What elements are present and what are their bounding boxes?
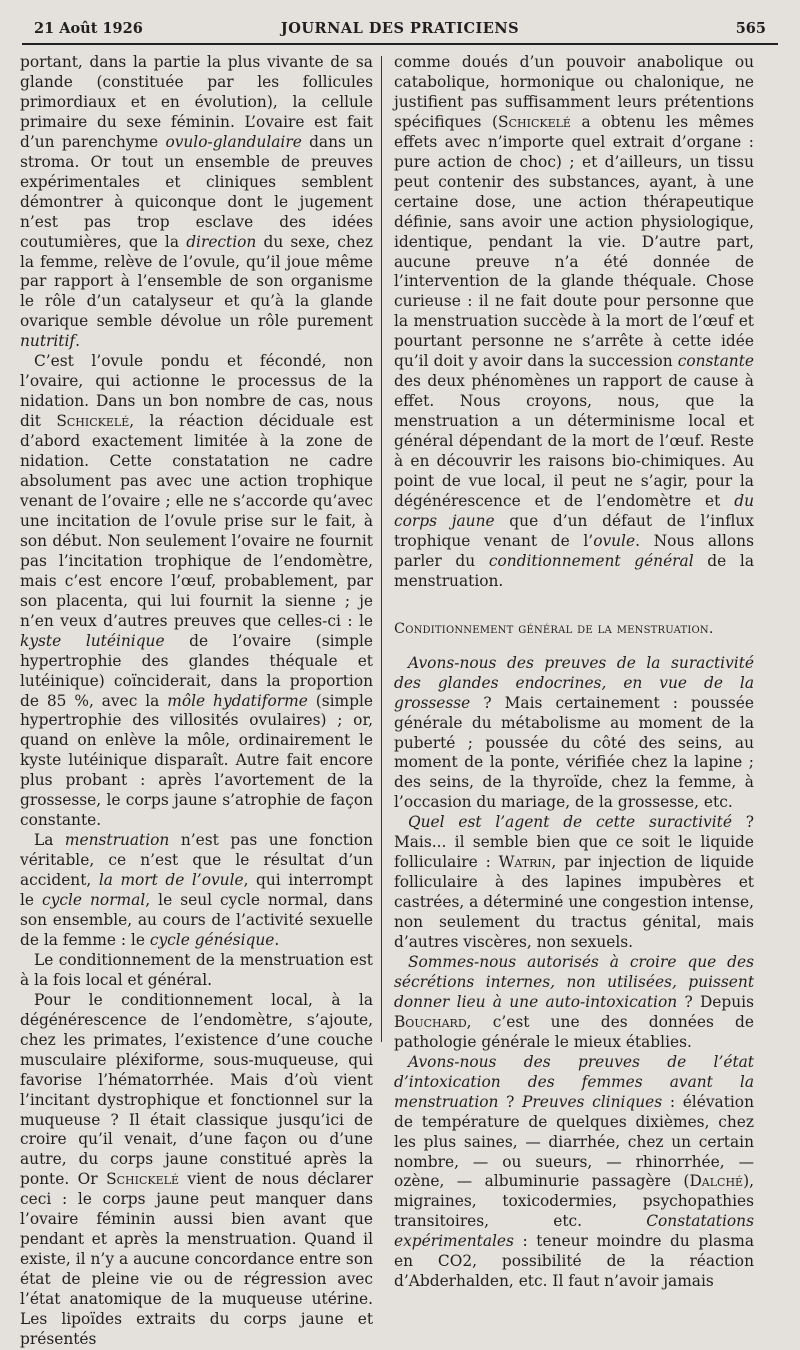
text-run: .: [274, 930, 280, 949]
text-run: : teneur moindre du plasma en CO2, possibilité de la réaction d’Abderhalden, etc. Il faut n’avoir jamais: [394, 1232, 754, 1291]
text-run: du sexe, chez la femme, relève de l’ovule, qu’il joue même par rapport à l’ensemble de son organisme le rôle d’un catalyseur et qu’à la glande ovarique semble dévolue un rôle purement: [20, 232, 373, 331]
text-run: ), migraines, toxicodermies, psychopathies transitoires, etc.: [394, 1172, 754, 1231]
italic-run: Avons-nous des preuves de la suractivité des glandes endocrines, en vue de la grossesse: [394, 653, 754, 712]
text-run: n’est pas une fonction véritable, ce n’est que le résultat d’un accident,: [20, 831, 373, 890]
text-run: a obtenu les mêmes effets avec n’importe quel extrait d’organe : pure action de choc) ; et d’ailleurs, un tissu peut contenir des substances, ayant, à une certaine dose, une action thérapeutique définie, sans avoir une action physiologique, identique, pendant la vie. D’autre part, aucune preuve n’a été donnée de l’intervention de la glande théquale. Chose curieuse : il ne fait doute pour personne que la menstruation succède à la mort de l’œuf et pourtant personne ne s’arrête à cette idée qu’il doit y avoir dans la succession: [394, 112, 754, 371]
text-run: , par injection de liquide folliculaire à des lapines impubères et castrées, a déterminé une congestion intense, non seulement du tractus génital, mais d’autres viscères, non sexuels.: [394, 853, 755, 952]
paragraph: [20, 352, 373, 831]
author-name: Watrin: [498, 853, 552, 872]
italic-run: ovulo-glandulaire: [165, 132, 302, 151]
right-column-paragraphs: [394, 53, 754, 592]
right-column: [394, 53, 755, 1291]
author-name: Schickelé: [56, 412, 130, 431]
text-run: La: [34, 831, 65, 850]
header-date: 21 Août 1926: [34, 20, 143, 37]
text-run: Pour le conditionnement local, à la dégénérescence de l’endomètre, s’ajoute, chez les primates, l’existence d’une couche musculaire pléxiforme, sous-muqueuse, qui favorise l’hématorrhée. Mais d’où vient l’incitant dystrophique et fonctionnel sur la muqueuse ? Il était classique jusqu’ici de croire qu’il venait, d’une façon ou d’une autre, du corps jaune constitué après la ponte. Or: [20, 990, 373, 1189]
text-run: C’est l’ovule pondu et fécondé, non l’ovaire, qui actionne le processus de la nidation. Dans un bon nombre de cas, nous dit: [20, 352, 373, 431]
text-run: des deux phénomènes un rapport de cause à effet. Nous croyons, nous, que la menstruation a un déterminisme local et général dépendant de la mort de l’œuf. Reste à en découvrir les raisons bio-chimiques. Au point de vue local, il peut ne s’agir, pour la dégénérescence et de l’endomètre et: [394, 372, 754, 510]
text-run: : élévation de température de quelques dixièmes, chez les plus saines, — diarrhée, chez un certain nombre, — ou sueurs, — rhinorrhée, — ozène, — albuminurie passagère (: [394, 1092, 754, 1191]
text-run: comme doués d’un pouvoir anabolique ou catabolique, hormonique ou chalonique, ne justifient pas suffisamment leurs prétentions spécifiques (: [394, 53, 754, 131]
italic-run: cycle normal: [42, 891, 146, 910]
text-run: (simple hypertrophie des villosités ovulaires) ; or, quand on enlève la môle, ordinairement le kyste lutéinique disparaît. Autre fait encore plus probant : après l’avortement de la grossesse, le corps jaune s’atrophie de façon constante.: [20, 691, 374, 830]
italic-run: cycle génésique: [149, 930, 275, 949]
text-run: , la réaction déciduale est d’abord exactement limitée à la zone de nidation. Cette constatation ne cadre absolument pas avec une action trophique venant de l’ovaire ; elle ne s’accorde qu’avec une incitation de l’ovule prise sur le fait, à son début. Non seulement l’ovaire ne fournit pas l’incitation trophique de l’endomètre, mais c’est encore l’œuf, probablement, par son placenta, qui lui fournit la sienne ; je n’en veux d’autres preuves que celles-ci : le: [20, 412, 373, 630]
paragraph: [394, 53, 754, 592]
italic-run: kyste lutéinique: [20, 631, 165, 650]
column-divider: [381, 56, 382, 1042]
text-run: dans un stroma. Or tout un ensemble de preuves expérimentales et cliniques semblent démontrer à quiconque dont le jugement n’est pas trop esclave des idées coutumières, que la: [20, 132, 373, 251]
italic-run: conditionnement général: [488, 551, 694, 570]
italic-run: Avons-nous des preuves de l’état d’intoxication des femmes avant la menstruation: [394, 1052, 754, 1111]
italic-run: la mort de l’ovule: [98, 871, 244, 890]
text-run: .: [75, 332, 80, 351]
author-name: Bouchard: [394, 1012, 467, 1031]
text-run: ? Depuis: [677, 992, 754, 1011]
text-run: , qui interrompt le: [20, 871, 373, 910]
paragraph: [20, 991, 373, 1350]
italic-run: Constatations expérimentales: [394, 1212, 754, 1251]
right-column-paragraphs-after: [394, 654, 754, 1293]
running-header: [22, 18, 778, 40]
page-number: 565: [735, 20, 766, 37]
text-run: de la menstruation.: [394, 551, 755, 590]
italic-run: constante: [677, 352, 754, 371]
text-run: que d’un défaut de l’influx trophique venant de l’: [394, 511, 754, 550]
section-heading: Conditionnement général de la menstruation.: [394, 620, 714, 637]
text-run: , le seul cycle normal, dans son ensemble, au cours de l’activité sexuelle de la femme : le: [20, 891, 373, 949]
italic-run: du corps jaune: [394, 491, 754, 530]
paragraph: [394, 654, 754, 814]
paragraph: [394, 953, 754, 1053]
italic-run: Quel est l’agent de cette suractivité: [408, 813, 732, 832]
paragraph: [20, 951, 373, 991]
left-column-paragraphs: [20, 53, 373, 1350]
text-run: de l’ovaire (simple hypertrophie des glandes théquale et lutéinique) coïnciderait, dans la proportion de 85 %, avec la: [20, 631, 373, 710]
header-rule: [22, 43, 778, 45]
text-run: , c’est une des données de pathologie générale le mieux établies.: [394, 1012, 754, 1051]
italic-run: Preuves cliniques: [522, 1092, 663, 1111]
italic-run: menstruation: [64, 831, 170, 850]
italic-run: direction: [186, 232, 257, 251]
text-run: . Nous allons parler du: [394, 531, 754, 570]
author-name: Dalché: [689, 1172, 744, 1191]
paragraph: [20, 53, 373, 352]
italic-run: ovule: [593, 531, 636, 550]
journal-title: JOURNAL DES PRATICIENS: [280, 20, 520, 37]
text-run: ?: [498, 1092, 523, 1111]
text-run: ? Mais... il semble bien que ce soit le liquide folliculaire :: [394, 813, 754, 872]
text-run: vient de nous déclarer ceci : le corps jaune peut manquer dans l’ovaire féminin aussi bien avant que pendant et après la menstruation. Quand il existe, il n’y a aucune concordance entre son état de pleine vie ou de régression avec l’état anatomique de la muqueuse utérine. Les lipoïdes extraits du corps jaune et présentés: [20, 1170, 374, 1348]
paragraph: [394, 1053, 754, 1292]
italic-run: môle hydatiforme: [167, 691, 308, 710]
text-run: ? Mais certainement : poussée générale du métabolisme au moment de la puberté ; poussée du côté des seins, au moment de la ponte, vérifiée chez la lapine ; des seins, de la thyroïde, chez la femme, à l’occasion du mariage, de la grossesse, etc.: [394, 693, 754, 812]
paragraph: [20, 831, 373, 951]
author-name: Schickelé: [106, 1170, 179, 1189]
left-column: [20, 53, 374, 1348]
italic-run: Sommes-nous autorisés à croire que des sécrétions internes, non utilisées, puissent donner lieu à une auto-intoxication: [394, 952, 754, 1011]
author-name: Schickelé: [498, 112, 571, 131]
italic-run: nutritif: [20, 332, 76, 351]
paragraph: [394, 813, 754, 953]
text-run: portant, dans la partie la plus vivante de sa glande (constituée par les follicules primordiaux et en évolution), la cellule primaire du sexe féminin. L’ovaire est fait d’un parenchyme: [20, 53, 373, 151]
text-run: Le conditionnement de la menstruation est à la fois local et général.: [20, 950, 373, 989]
